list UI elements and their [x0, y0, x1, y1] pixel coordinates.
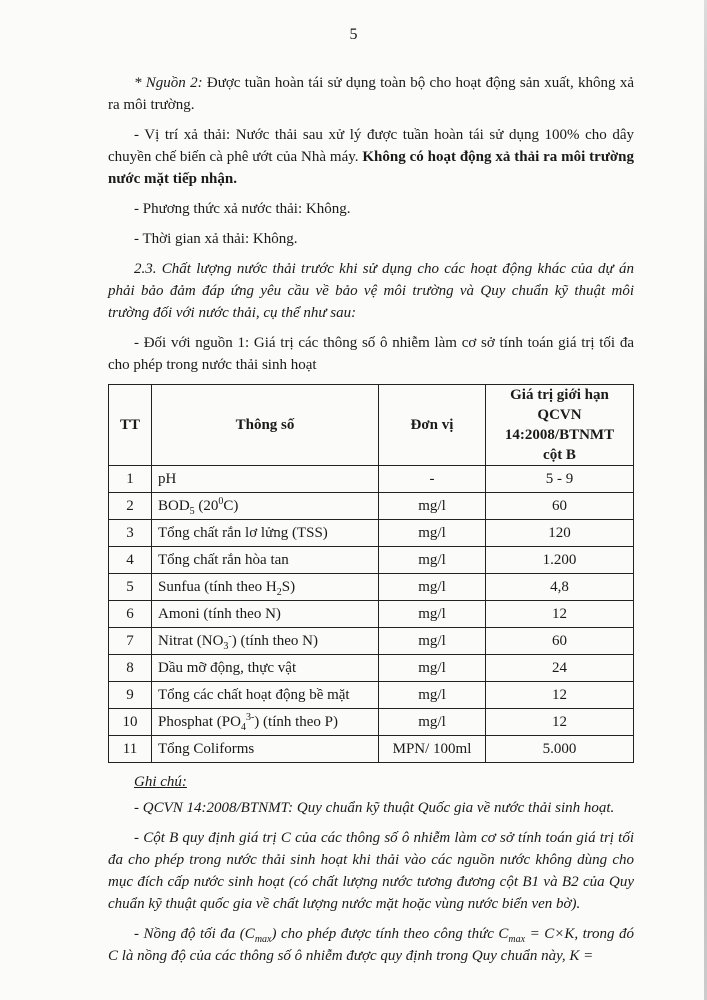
header-limit-line3: cột B — [543, 447, 576, 463]
limit-value-cell: 12 — [486, 601, 634, 628]
table-row — [109, 709, 634, 736]
source2-paragraph — [108, 72, 634, 116]
source1-intro: - Đối với nguồn 1: Giá trị các thông số ô nhiễm làm cơ sở tính toán giá trị tối đa cho phép trong nước thải sinh hoạt — [108, 335, 634, 373]
parameter-name — [152, 466, 379, 493]
unit-cell: mg/l — [379, 628, 486, 655]
limit-value-cell: 5.000 — [486, 736, 634, 763]
parameter-name-mid: (20 — [194, 498, 219, 514]
page-number: 5 — [349, 26, 358, 43]
parameter-name-pre: Tổng Coliforms — [158, 741, 255, 757]
unit-cell: mg/l — [379, 574, 486, 601]
note3-post: = C×K, trong đó C là nồng độ của các thông số ô nhiễm được quy định trong Quy chuẩn này, K = — [108, 926, 635, 964]
row-number: 2 — [109, 493, 152, 520]
parameter-name-pre: Amoni (tính theo N) — [158, 606, 281, 622]
notes-title: Ghi chú: — [134, 774, 187, 790]
document-body — [108, 72, 634, 975]
parameter-name-post: ) (tính theo N) — [231, 633, 318, 649]
parameter-name-sup: 3- — [245, 712, 255, 723]
row-number: 5 — [109, 574, 152, 601]
row-number: 3 — [109, 520, 152, 547]
table-row — [109, 493, 634, 520]
parameter-name — [152, 547, 379, 574]
parameter-name-mid: S) — [281, 579, 296, 595]
parameter-name — [152, 520, 379, 547]
row-number: 8 — [109, 655, 152, 682]
limit-value-cell: 120 — [486, 520, 634, 547]
unit-cell: MPN/ 100ml — [379, 736, 486, 763]
header-limit-line2: QCVN 14:2008/BTNMT — [504, 407, 615, 443]
parameter-name — [152, 628, 379, 655]
parameter-name — [152, 601, 379, 628]
parameter-name-pre: Tổng chất rắn lơ lửng (TSS) — [158, 525, 328, 541]
parameter-name-post: C) — [223, 498, 239, 514]
discharge-location-paragraph — [108, 124, 634, 190]
limit-value-cell: 12 — [486, 709, 634, 736]
table-row — [109, 655, 634, 682]
row-number: 11 — [109, 736, 152, 763]
parameter-name-pre: Tổng các chất hoạt động bề mặt — [158, 687, 350, 703]
table-row — [109, 466, 634, 493]
unit-cell: mg/l — [379, 655, 486, 682]
table-header-row — [109, 385, 634, 466]
parameter-name-sup: 0 — [218, 496, 224, 507]
header-limit-line1: Giá trị giới hạn — [510, 387, 609, 403]
unit-cell: mg/l — [379, 709, 486, 736]
parameter-name-pre: Nitrat (NO — [158, 633, 224, 649]
note3-mid: ) cho phép được tính theo công thức C — [271, 926, 509, 942]
parameter-name-pre: Dầu mỡ động, thực vật — [158, 660, 297, 676]
pollutant-limits-table — [108, 384, 634, 763]
limit-value-cell: 5 - 9 — [486, 466, 634, 493]
parameter-name-sub: 3 — [223, 641, 229, 652]
parameter-name — [152, 655, 379, 682]
note-qcvn: - QCVN 14:2008/BTNMT: Quy chuẩn kỹ thuật Quốc gia về nước thải sinh hoạt. — [134, 800, 615, 816]
source2-text: Được tuần hoàn tái sử dụng toàn bộ cho hoạt động sản xuất, không xả ra môi trường. — [108, 75, 635, 113]
parameter-name — [152, 736, 379, 763]
note-column-b: - Cột B quy định giá trị C của các thông số ô nhiễm làm cơ sở tính toán giá trị tối đa cho phép trong nước thải sinh hoạt khi thải vào các nguồn nước không dùng cho mục đích cấp nước sinh hoạt (có chất lượng nước tương đương cột B1 và B2 của Quy chuẩn kỹ thuật quốc gia về chất lượng nước mặt hoặc vùng nước biển ven bờ). — [108, 830, 634, 912]
table-row — [109, 682, 634, 709]
row-number: 9 — [109, 682, 152, 709]
limit-value-cell: 24 — [486, 655, 634, 682]
parameter-name — [152, 709, 379, 736]
limit-value-cell: 12 — [486, 682, 634, 709]
parameter-name — [152, 682, 379, 709]
header-limit — [486, 385, 634, 466]
limit-value-cell: 4,8 — [486, 574, 634, 601]
no-discharge-statement: Không có hoạt động xả thải ra môi trường nước mặt tiếp nhận. — [108, 149, 634, 187]
parameter-name — [152, 493, 379, 520]
header-tt: TT — [109, 385, 152, 466]
unit-cell: mg/l — [379, 520, 486, 547]
table-row — [109, 520, 634, 547]
note3-sub1: max — [254, 934, 272, 945]
notes-section — [108, 771, 634, 967]
row-number: 4 — [109, 547, 152, 574]
parameter-name-pre: BOD — [158, 498, 190, 514]
note3-pre: - Nồng độ tối đa (C — [134, 926, 255, 942]
row-number: 7 — [109, 628, 152, 655]
limit-value-cell: 1.200 — [486, 547, 634, 574]
discharge-method: - Phương thức xả nước thải: Không. — [134, 201, 351, 217]
table-row — [109, 547, 634, 574]
parameter-name-pre: Sunfua (tính theo H — [158, 579, 277, 595]
header-unit: Đơn vị — [379, 385, 486, 466]
discharge-location-text: - Vị trí xả thải: Nước thải sau xử lý được tuần hoàn tái sử dụng 100% cho dây chuyền chế biến cà phê ướt của Nhà máy. — [108, 127, 634, 165]
section-2-3-heading: 2.3. Chất lượng nước thải trước khi sử dụng cho các hoạt động khác của dự án phải bảo đảm đáp ứng yêu cầu về bảo vệ môi trường và Quy chuẩn kỹ thuật môi trường đối với nước thải, cụ thể như sau: — [108, 261, 634, 321]
row-number: 1 — [109, 466, 152, 493]
unit-cell: mg/l — [379, 601, 486, 628]
source2-label: * Nguồn 2: — [134, 75, 203, 91]
header-parameter: Thông số — [152, 385, 379, 466]
limit-value-cell: 60 — [486, 493, 634, 520]
table-row — [109, 736, 634, 763]
parameter-name-sub: 5 — [189, 506, 195, 517]
discharge-time: - Thời gian xả thải: Không. — [134, 231, 298, 247]
unit-cell: mg/l — [379, 547, 486, 574]
table-row — [109, 628, 634, 655]
parameter-name-sub: 4 — [240, 722, 246, 733]
parameter-name — [152, 574, 379, 601]
unit-cell: - — [379, 466, 486, 493]
unit-cell: mg/l — [379, 493, 486, 520]
unit-cell: mg/l — [379, 682, 486, 709]
parameter-name-post: ) (tính theo P) — [254, 714, 339, 730]
parameter-name-sub: 2 — [276, 587, 282, 598]
table-row — [109, 601, 634, 628]
note3-sub2: max — [508, 934, 526, 945]
table-row — [109, 574, 634, 601]
parameter-name-sup: - — [228, 631, 232, 642]
limit-value-cell: 60 — [486, 628, 634, 655]
table-body — [109, 466, 634, 763]
row-number: 10 — [109, 709, 152, 736]
parameter-name-pre: pH — [158, 471, 177, 487]
parameter-name-pre: Phosphat (PO — [158, 714, 241, 730]
note-cmax-formula — [108, 923, 634, 967]
row-number: 6 — [109, 601, 152, 628]
parameter-name-pre: Tổng chất rắn hòa tan — [158, 552, 289, 568]
